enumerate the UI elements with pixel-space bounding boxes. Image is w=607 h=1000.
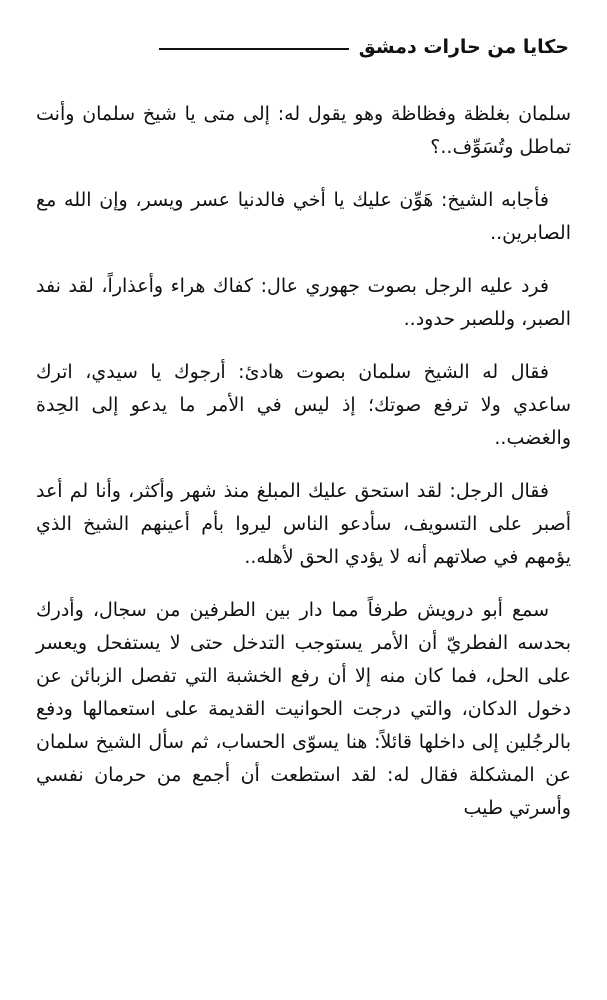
paragraph: سمع أبو درويش طرفاً مما دار بين الطرفين من سجال، وأدرك بحدسه الفطريّ أن الأمر يستوجب التدخل حتى لا يستفحل ويعسر على الحل، فما كان منه إلا أن رفع الخشبة التي تفصل الزبائن عن دخول الدكان، والتي درجت الحوانيت القديمة على استعمالها ودفع بالرجُلين إلى داخلها قائلاً: هنا يسوّى الحساب، ثم سأل الشيخ سلمان عن المشكلة فقال له: لقد استطعت أن أجمع من حرمان نفسي وأسرتي طيب: [36, 599, 571, 819]
running-head-title: حكايا من حارات دمشق: [358, 36, 569, 58]
paragraph: سلمان بغلظة وفظاظة وهو يقول له: إلى متى يا شيخ سلمان وأنت تماطل وتُسَوِّف..؟: [36, 103, 571, 158]
paragraph: فقال الرجل: لقد استحق عليك المبلغ منذ شهر وأكثر، وأنا لم أعد أصبر على التسويف، سأدعو الناس ليروا بأم أعينهم الشيخ الذي يؤمهم في صلاتهم أنه لا يؤدي الحق لأهله..: [36, 480, 571, 568]
paragraph: فأجابه الشيخ: هَوِّن عليك يا أخي فالدنيا عسر ويسر، وإن الله مع الصابرين..: [36, 189, 571, 244]
running-head-rule: [159, 48, 349, 50]
paragraph: فقال له الشيخ سلمان بصوت هادئ: أرجوك يا سيدي، اترك ساعدي ولا ترفع صوتك؛ إذ ليس في الأمر ما يدعو إلى الحِدة والغضب..: [36, 361, 571, 449]
paragraph: فرد عليه الرجل بصوت جهوري عال: كفاك هراء وأعذاراً، لقد نفد الصبر، وللصبر حدود..: [36, 275, 571, 330]
body-text: [36, 98, 571, 845]
running-head: [159, 36, 569, 58]
